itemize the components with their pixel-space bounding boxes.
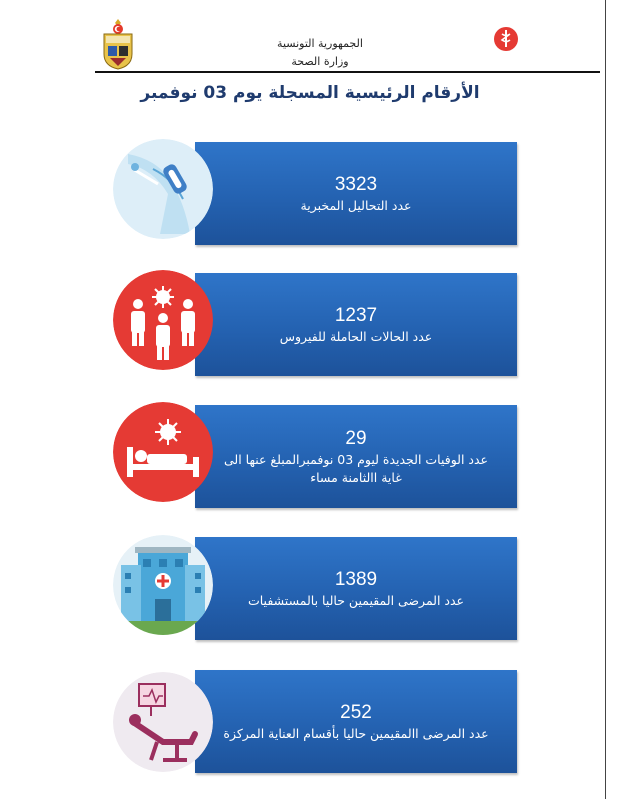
infected-people-icon: [113, 270, 213, 370]
tunisia-emblem-icon: [100, 18, 136, 70]
patient-bed-virus-icon: [113, 402, 213, 502]
stat-card-tests: [195, 142, 517, 245]
stat-label: عدد المرضى المقيمين حاليا بالمستشفيات: [247, 592, 465, 608]
stat-value: 29: [345, 427, 367, 449]
header-divider: [95, 71, 600, 73]
stat-card-hospitalized: [195, 537, 517, 640]
stat-value: 1389: [334, 568, 378, 590]
stat-label: عدد التحاليل المخبرية: [300, 197, 412, 213]
stat-card-new-deaths: [195, 405, 517, 508]
stat-label: عدد المرضى االمقيمين حاليا بأقسام العناية المركزة: [223, 725, 489, 741]
stat-label: عدد الحالات الحاملة للفيروس: [279, 328, 433, 344]
ministry-health-logo-icon: [493, 26, 519, 52]
stat-card-icu: [195, 670, 517, 773]
stat-value: 1237: [334, 304, 378, 326]
stat-value: 252: [340, 701, 372, 723]
intensive-care-icon: [113, 672, 213, 772]
page-title: الأرقام الرئيسية المسجلة يوم 03 نوفمبر: [140, 83, 480, 103]
header-ministry: وزارة الصحة: [291, 55, 349, 68]
stat-card-positive-cases: [195, 273, 517, 376]
hospital-icon: [113, 535, 213, 635]
stat-label: عدد الوفيات الجديدة ليوم 03 نوفمبرالمبلغ عنها الى غاية االثامنة مساء: [223, 451, 489, 485]
header-republic: الجمهورية التونسية: [277, 37, 363, 50]
stat-value: 3323: [334, 173, 378, 195]
nasal-swab-icon: [113, 139, 213, 239]
